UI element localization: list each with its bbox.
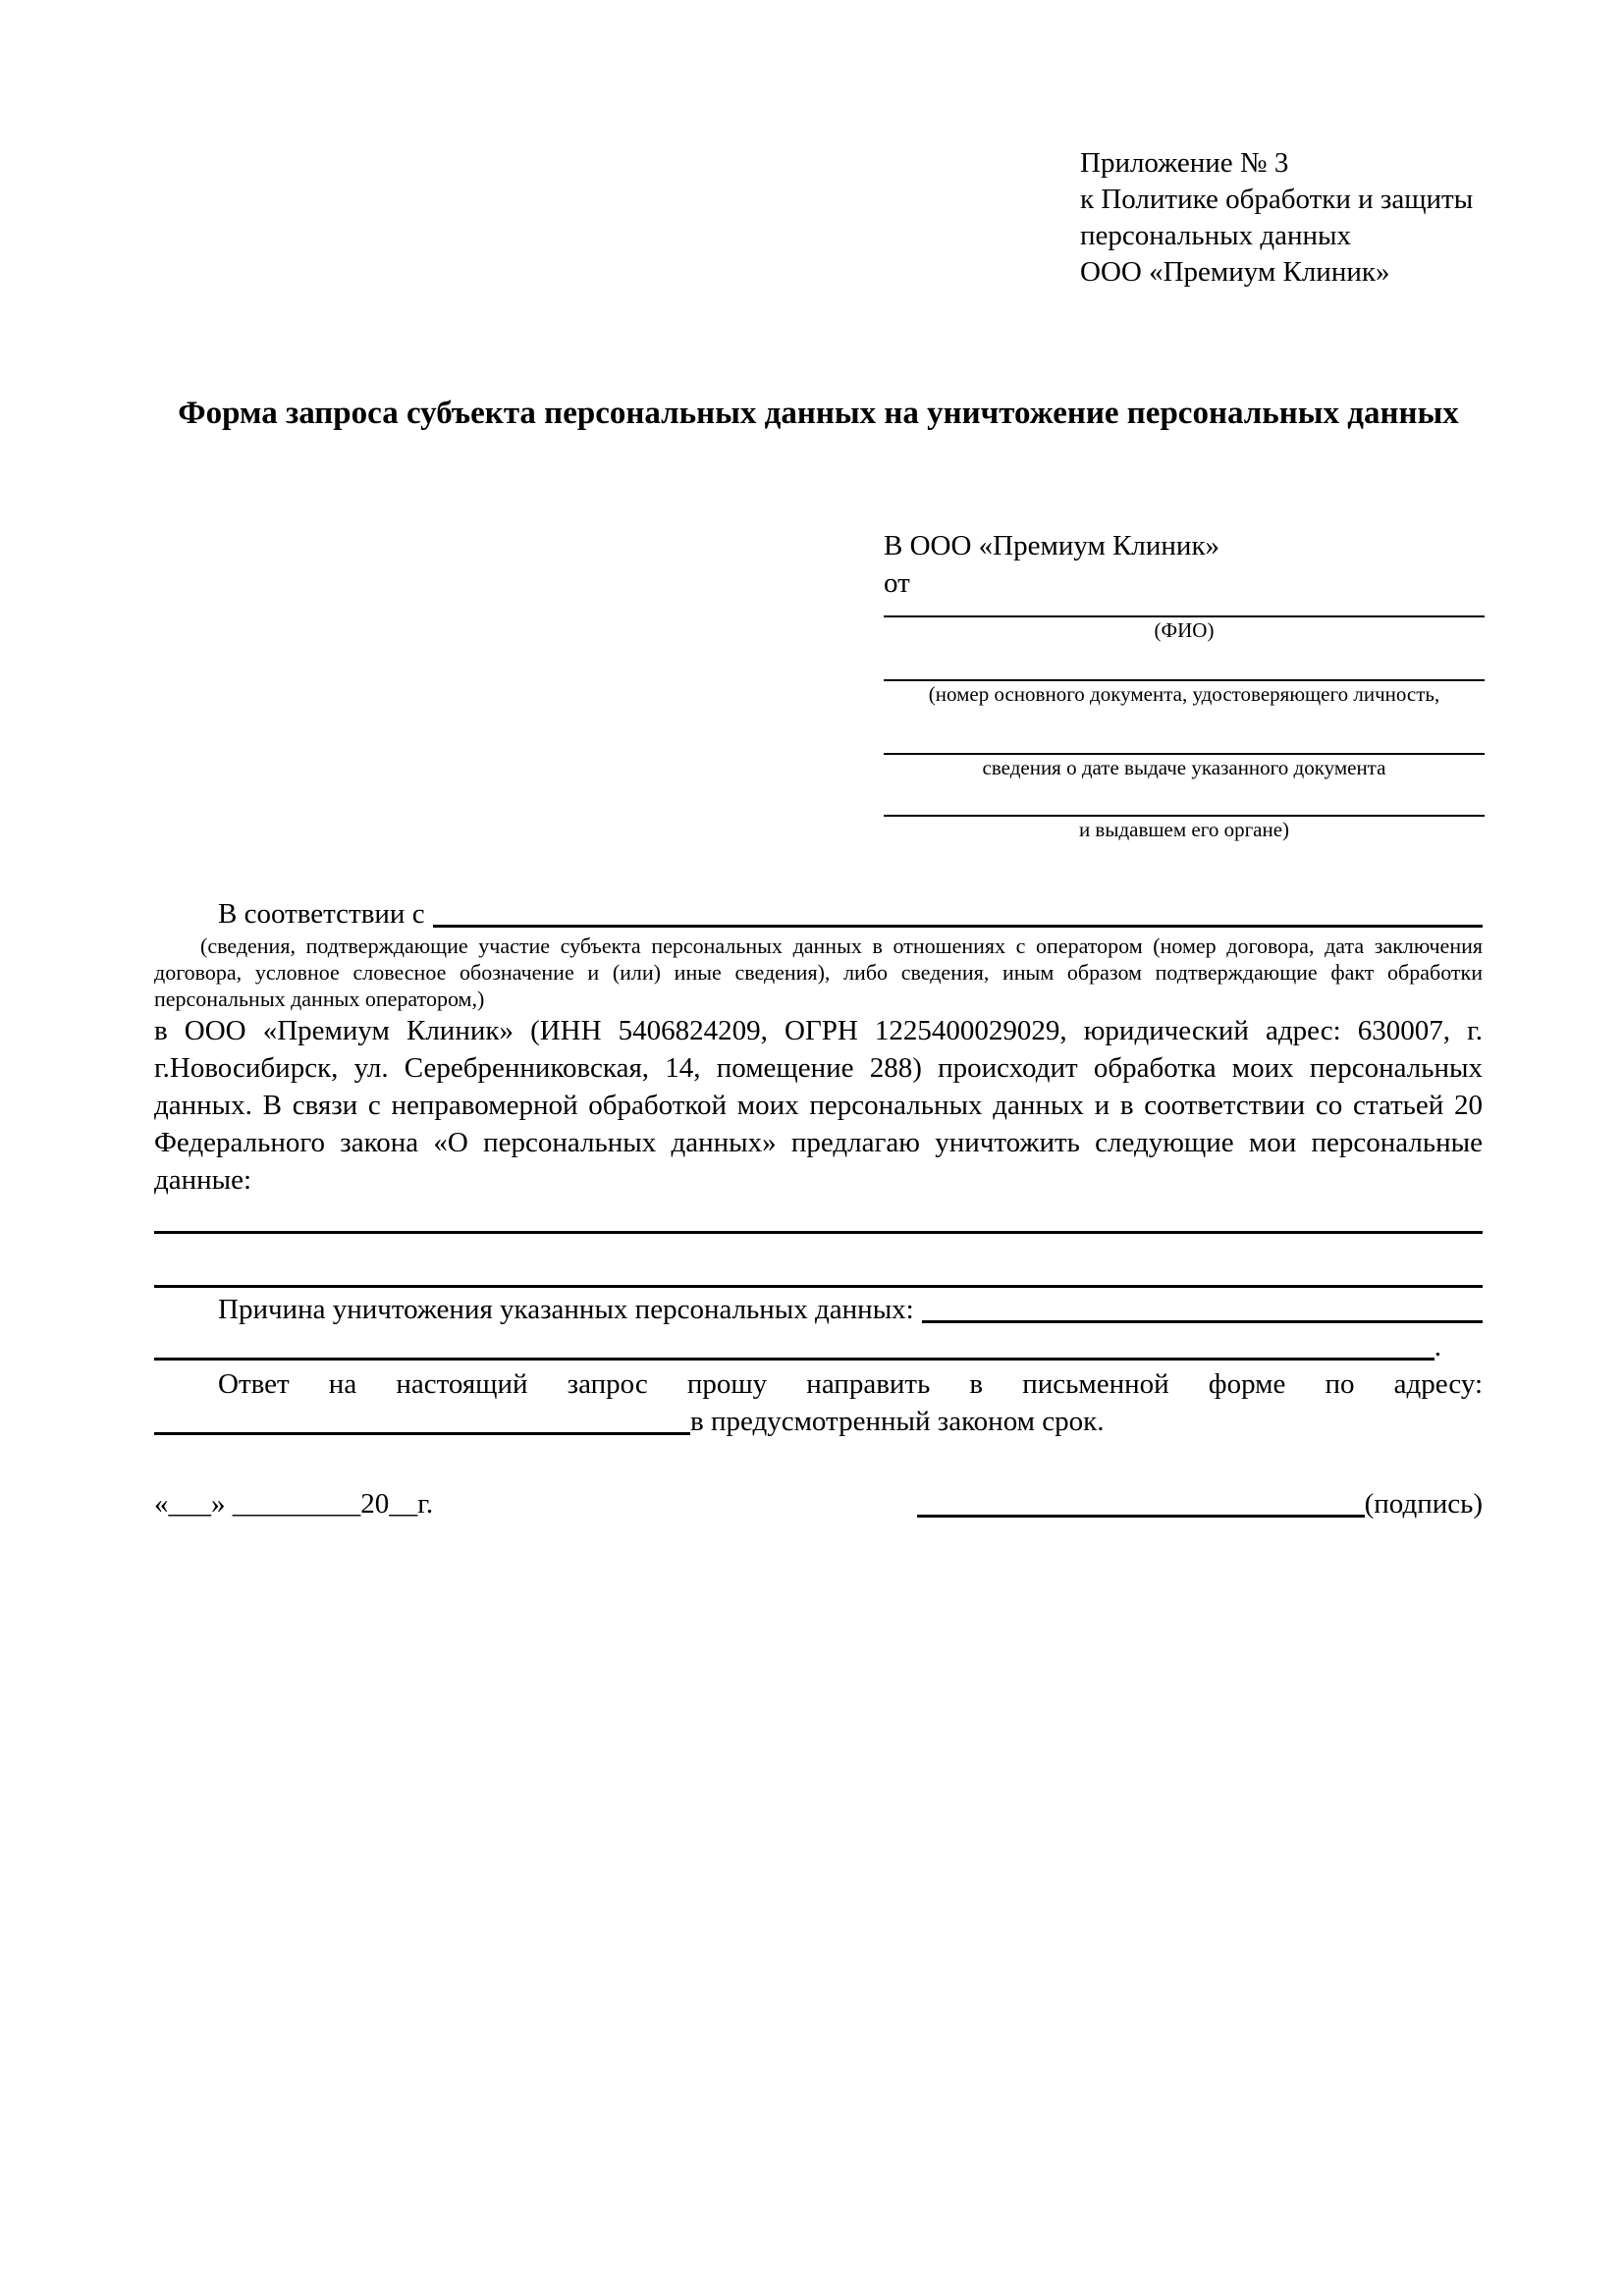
fineprint-note: (сведения, подтверждающие участие субъекта персональных данных в отношениях с оператором (номер договора, дата заключения договора, условное словесное обозначение и (или) иные сведения), либо сведения, иным образом подтверждающие факт обработки персональных данных оператором,) — [154, 934, 1483, 1011]
document-issuer-caption: и выдавшем его органе) — [1078, 818, 1290, 841]
appendix-header-line: к Политике обработки и защиты — [1080, 184, 1474, 215]
accordance-line — [154, 895, 1483, 933]
reason-blank-line-2 — [154, 1328, 1435, 1361]
response-request-line: Ответ на настоящий запрос прошу направить в письменной форме по адресу: — [218, 1368, 1483, 1400]
line-terminator: . — [1434, 1331, 1441, 1362]
reason-blank-line — [922, 1291, 1483, 1323]
date-signature-row — [154, 1485, 1483, 1522]
document-date-caption: сведения о дате выдаче указанного документа — [982, 756, 1386, 779]
response-tail: в предусмотренный законом срок. — [690, 1406, 1105, 1437]
appendix-header-line: Приложение № 3 — [1080, 147, 1289, 179]
main-paragraph: в ООО «Премиум Клиник» (ИНН 5406824209, ОГРН 1225400029029, юридический адрес: 630007, г. г.Новосибирск, ул. Серебренниковская, 14, помещение 288) происходит обработка моих персональных данных. В связи с неправомерной обработкой моих персональных данных и в соответствии со статьей 20 Федерального закона «О персональных данных» предлагаю уничтожить следующие мои персональные данные: — [154, 1015, 1483, 1196]
document-issuer-blank-line — [884, 780, 1485, 817]
appendix-header-line: персональных данных — [1080, 220, 1352, 251]
document-number-blank-line — [884, 643, 1485, 681]
signature-group — [917, 1485, 1483, 1522]
reason-label: Причина уничтожения указанных персональных данных: — [218, 1294, 914, 1325]
fio-blank-line — [884, 602, 1485, 617]
accordance-blank-line — [433, 895, 1483, 928]
data-blank-line — [154, 1234, 1483, 1288]
data-blank-line — [154, 1199, 1483, 1234]
fio-caption: (ФИО) — [1154, 618, 1215, 642]
document-title: Форма запроса субъекта персональных данных на уничтожение персональных данных — [178, 396, 1459, 431]
document-number-caption: (номер основного документа, удостоверяющего личность, — [928, 682, 1440, 706]
address-blank-line — [154, 1403, 690, 1435]
reason-continuation-line — [154, 1328, 1483, 1365]
appendix-header — [1080, 145, 1483, 291]
appendix-header-line: ООО «Премиум Клиник» — [1080, 256, 1390, 288]
addressee-block — [884, 527, 1485, 842]
addressee-from: от — [884, 567, 910, 599]
signature-blank-line — [917, 1485, 1365, 1518]
address-line — [154, 1403, 1483, 1440]
accordance-label: В соответствии с — [218, 898, 425, 930]
signature-caption: (подпись) — [1364, 1488, 1483, 1520]
document-date-blank-line — [884, 707, 1485, 755]
addressee-to: В ООО «Премиум Клиник» — [884, 530, 1220, 561]
reason-line — [154, 1291, 1483, 1328]
date-line: «___» _________20__г. — [154, 1488, 434, 1520]
